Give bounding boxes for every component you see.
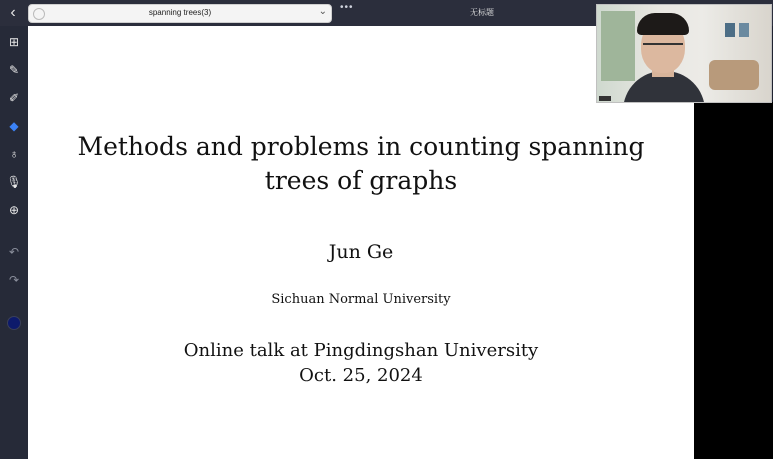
- redo-icon[interactable]: ↷: [8, 273, 20, 287]
- color-picker-swatch[interactable]: [7, 316, 21, 330]
- annotation-sidebar: [0, 26, 28, 459]
- webcam-video-thumbnail[interactable]: [596, 4, 772, 103]
- slide-title-line-1: Methods and problems in counting spanning: [77, 132, 645, 161]
- highlighter-icon[interactable]: ✐: [8, 91, 20, 105]
- empty-side-area: [694, 102, 773, 459]
- back-icon[interactable]: ‹: [10, 4, 16, 21]
- webcam-name-tag: [599, 96, 611, 101]
- webcam-wall-picture: [739, 23, 749, 37]
- slide-author: Jun Ge: [328, 241, 394, 263]
- slide-talk-info: [28, 338, 694, 388]
- webcam-wall-picture: [725, 23, 735, 37]
- microphone-icon[interactable]: 🎙: [6, 175, 22, 189]
- pen-icon[interactable]: ✎: [8, 63, 20, 77]
- more-options-icon[interactable]: •••: [340, 2, 354, 13]
- grid-icon[interactable]: ⊞: [8, 35, 20, 49]
- webcam-chair: [709, 60, 759, 90]
- add-icon[interactable]: ⊕: [8, 203, 20, 217]
- eraser-icon[interactable]: ◆: [9, 119, 19, 133]
- document-tab-selector[interactable]: [28, 4, 332, 23]
- undo-icon[interactable]: ↶: [8, 245, 20, 259]
- chevron-down-icon[interactable]: ⌄: [318, 6, 327, 17]
- slide-affiliation: Sichuan Normal University: [271, 292, 451, 307]
- document-tab-label: spanning trees(3): [148, 8, 212, 17]
- slide-title: [28, 130, 694, 198]
- slide-talk-venue: Online talk at Pingdingshan University: [183, 340, 539, 361]
- slide-talk-date: Oct. 25, 2024: [299, 365, 423, 386]
- webcam-person-glasses: [643, 43, 683, 53]
- webcam-person-hair: [637, 13, 689, 35]
- window-title: 无标题: [470, 8, 494, 17]
- webcam-window: [601, 11, 635, 81]
- lasso-icon[interactable]: ♁: [9, 147, 19, 161]
- slide-title-line-2: trees of graphs: [264, 166, 458, 195]
- slide-canvas[interactable]: [28, 26, 694, 459]
